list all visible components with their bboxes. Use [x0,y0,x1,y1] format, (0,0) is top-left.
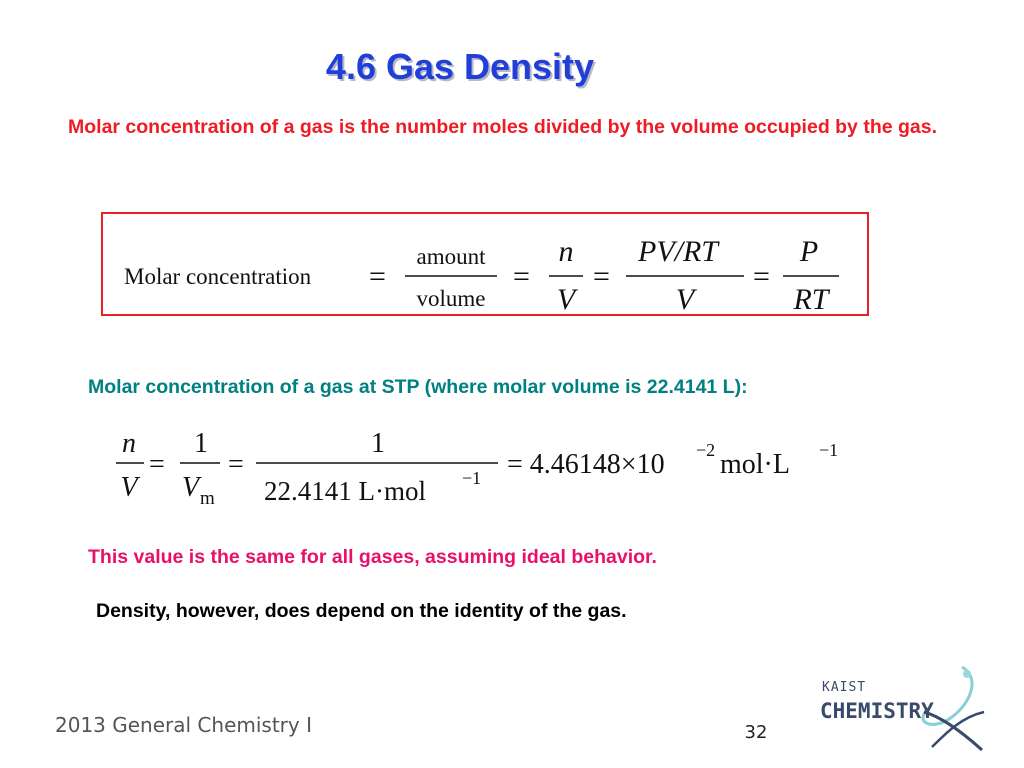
stp-one-numerator-1: 1 [194,428,208,459]
stp-denominator-exponent: −1 [462,468,482,488]
molar-concentration-equation [103,214,867,314]
v-denominator-2: V [675,283,695,314]
density-identity-text: Density, however, does depend on the identity of the gas. [96,600,627,622]
stp-equals-1: = [149,449,165,480]
volume-denominator: volume [416,286,486,311]
slide-title-text: 4.6 Gas Density [325,46,595,87]
stp-text: Molar concentration of a gas at STP (where molar volume is 22.4141 L): [88,376,748,398]
logo-line-1: KAIST [822,680,867,695]
intro-text: Molar concentration of a gas is the number moles divided by the volume occupied by the gas. [68,116,938,138]
pv-over-rt-numerator: PV/RT [638,235,718,268]
stp-vm-subscript: m [200,488,215,509]
stp-equals-2: = [228,449,244,480]
stp-molar-concentration-equation [112,418,852,518]
stp-v-denominator: V [120,472,138,503]
stp-vm-denominator: V [182,472,200,503]
kaist-chemistry-logo [812,662,992,757]
stp-n-numerator: n [122,428,136,459]
stp-unit-exponent: −1 [819,440,839,460]
stp-one-numerator-2: 1 [371,428,385,459]
stp-molar-volume-denominator: 22.4141 L·mol [264,476,426,506]
stp-result-value: = 4.46148×10 [507,449,665,480]
equals-sign-2: = [513,260,530,293]
equation-label: Molar concentration [124,264,312,289]
equals-sign-4: = [753,260,770,293]
logo-line-2: CHEMISTRY [820,699,934,723]
amount-numerator: amount [416,244,486,269]
p-numerator: P [799,235,819,268]
ideal-behavior-text: This value is the same for all gases, assuming ideal behavior. [88,546,657,568]
v-denominator: V [556,283,576,314]
molar-concentration-equation-box [101,212,869,316]
stp-result-exponent: −2 [696,440,716,460]
rt-denominator: RT [793,283,829,314]
equals-sign-1: = [369,260,386,293]
slide-title [0,46,920,88]
page-number: 32 [744,722,768,743]
equals-sign-3: = [593,260,610,293]
footer-course-title: 2013 General Chemistry I [55,713,312,737]
n-numerator: n [558,235,574,268]
stp-result-unit: mol·L [720,449,790,480]
